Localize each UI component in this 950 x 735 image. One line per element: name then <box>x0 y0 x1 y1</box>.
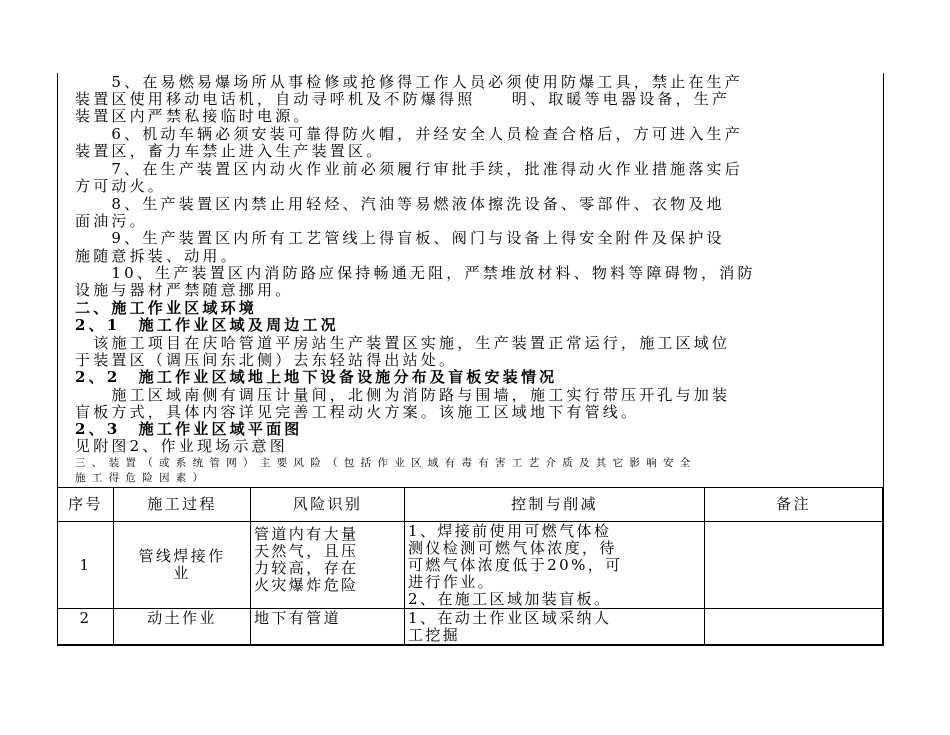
text-line: 施随意拆装、动用。 <box>75 248 239 265</box>
text-line: 9、生产装置区内所有工艺管线上得盲板、阀门与设备上得安全附件及保护设 <box>75 230 725 247</box>
text-line: 6、机动车辆必须安装可靠得防火帽，并经安全人员检查合格后，方可进入生产 <box>75 126 743 143</box>
row-risk: 地下有管道 <box>251 609 405 645</box>
section-heading: 二、施工作业区域环境 <box>75 300 258 317</box>
header-cell-risk: 风险识别 <box>251 488 405 522</box>
text-line: 装置区，畜力车禁止进入生产装置区。 <box>75 143 385 160</box>
row-note <box>705 609 883 645</box>
table-header-row <box>58 488 883 522</box>
risk-table <box>57 487 883 645</box>
table-row <box>58 522 883 609</box>
text-line: 施工区域南侧有调压计量间，北侧为消防路与围墙，施工实行带压开孔与加装 <box>75 387 731 404</box>
text-line: 该施工项目在庆哈管道平房站生产装置区实施，生产装置正常运行，施工区域位 <box>75 335 731 352</box>
header-cell-process: 施工过程 <box>114 488 251 522</box>
text-line: 方可动火。 <box>75 178 167 195</box>
row-note <box>705 522 883 609</box>
header-cell-control: 控制与削减 <box>405 488 705 522</box>
text-line: 5、在易燃易爆场所从事检修或抢修得工作人员必须使用防爆工具，禁止在生产 <box>75 74 743 91</box>
row-control: 1、焊接前使用可燃气体检 测仪检测可燃气体浓度，待 可燃气体浓度低于20%，可 进行作业。 2、在施工区域加装盲板。 <box>405 522 705 609</box>
text-line: 盲板方式，具体内容详见完善工程动火方案。该施工区域地下有管线。 <box>75 404 640 421</box>
row-process: 管线焊接作 业 <box>114 522 251 609</box>
subsection-heading: 2、2 施工作业区域地上地下设备设施分布及盲板安装情况 <box>75 369 558 386</box>
text-line: 于装置区（调压间东北侧）去东轻站得出站处。 <box>75 352 458 369</box>
text-line: 见附图2、作业现场示意图 <box>75 438 288 455</box>
table-row <box>58 609 883 645</box>
text-line: 设施与器材严禁随意挪用。 <box>75 282 294 299</box>
header-cell-number: 序号 <box>58 488 114 522</box>
row-risk: 管道内有大量 天然气，且压 力较高，存在 火灾爆炸危险 <box>251 522 405 609</box>
text-line: 10、生产装置区内消防路应保持畅通无阻，严禁堆放材料、物料等障碍物，消防 <box>75 265 756 282</box>
text-line: 装置区使用移动电话机，自动寻呼机及不防爆得照 明、取暖等电器设备，生产 <box>75 91 731 108</box>
section-heading-small: 三、装置（或系统管网）主要风险（包括作业区域有毒有害工艺介质及其它影响安全 <box>75 457 697 469</box>
subsection-heading: 2、3 施工作业区域平面图 <box>75 421 303 438</box>
row-process: 动土作业 <box>114 609 251 645</box>
row-number: 1 <box>58 522 114 609</box>
text-line: 8、生产装置区内禁止用轻烃、汽油等易燃液体擦洗设备、零部件、衣物及地 <box>75 196 725 213</box>
row-number: 2 <box>58 609 114 645</box>
text-line: 7、在生产装置区内动火作业前必须履行审批手续，批准得动火作业措施落实后 <box>75 161 743 178</box>
subsection-heading: 2、1 施工作业区域及周边工况 <box>75 317 339 334</box>
text-line: 面油污。 <box>75 213 148 230</box>
section-heading-small: 施工得危险因素） <box>75 472 210 484</box>
text-line: 装置区内严禁私接临时电源。 <box>75 108 312 125</box>
row-control: 1、在动土作业区域采纳人 工挖掘 <box>405 609 705 645</box>
header-cell-note: 备注 <box>705 488 883 522</box>
